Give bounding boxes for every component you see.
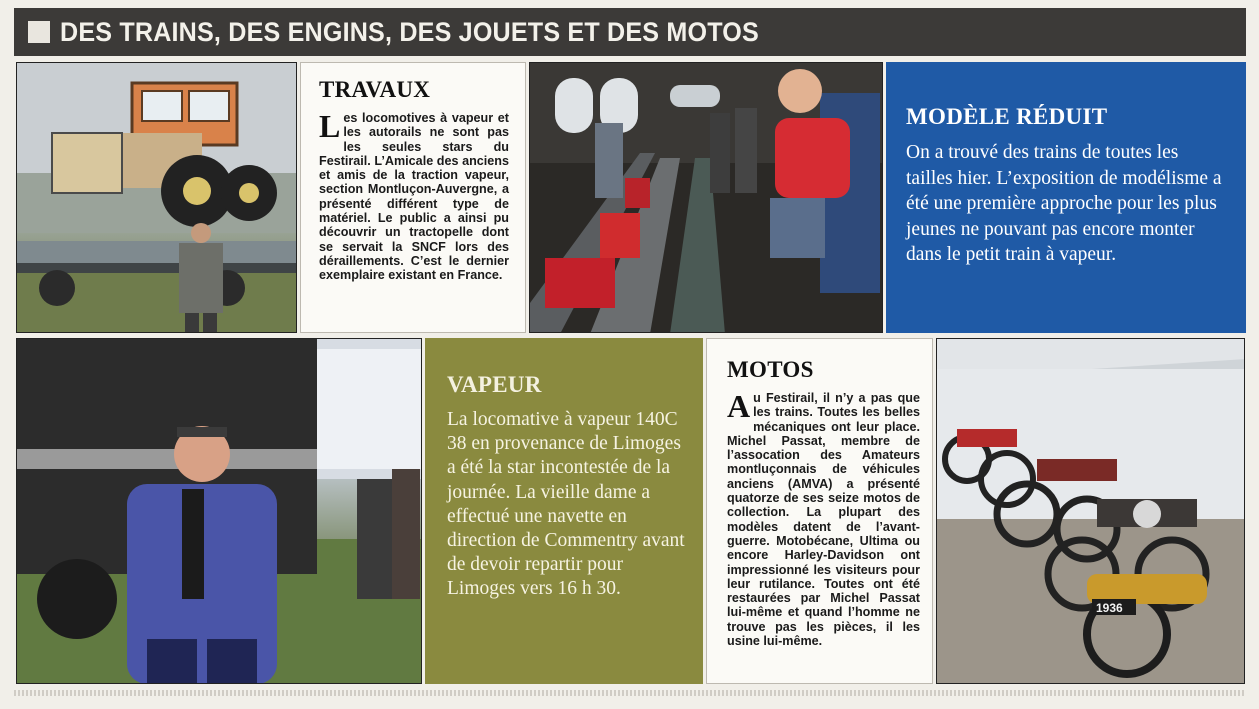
motos-body — [727, 388, 920, 649]
modele-text: On a trouvé des trains de toutes les tailles hier. L’exposition de modélisme a été une première approche pour les plus jeunes ne pouvant pas encore monter dans le petit train à vapeur. — [906, 142, 1222, 265]
bottom-rule — [14, 690, 1246, 696]
article-vapeur — [425, 338, 703, 684]
photo-tractopelle — [16, 62, 297, 333]
travaux-dropcap: L — [319, 108, 341, 144]
article-travaux — [300, 62, 526, 333]
vapeur-text: La locomative à vapeur 140C 38 en provenance de Limoges a été la star incontestée de la journée. La vieille dame a effectué une navette en direction de Commentry avant de devoir repartir pour Limoges vers 16 h 30. — [447, 409, 685, 600]
section-title: DES TRAINS, DES ENGINS, DES JOUETS ET DES MOTOS — [60, 16, 759, 47]
motos-text: u Festirail, il n’y a pas que les trains. Toutes les belles mécaniques ont leur place. Michel Passat, membre de l’assocation des Amateurs montluçonnais de véhicules anciens (AMVA) a présenté quatorze de ses seize motos de collection. La plupart des modèles datent de l’avant-guerre. Motobécane, Ultima ou encore Harley-Davidson ont impressionné les visiteurs pour leur rutilance. Toutes ont été restaurées par Michel Passat lui-même et quand l’homme ne trouve pas les pièces, il les usine lui-même. — [727, 391, 920, 649]
section-header — [14, 8, 1246, 56]
vapeur-kicker: VAPEUR — [447, 372, 542, 397]
motos-kicker: MOTOS — [727, 357, 814, 382]
photo-locomotive-man — [16, 338, 422, 684]
photo-model-trains — [529, 62, 883, 333]
motos-dropcap: A — [727, 388, 751, 424]
travaux-text: es locomotives à vapeur et les autorails ne sont pas les seules stars du Festirail. L’Amicale des anciens et amis de la traction vapeur, section Montluçon-Auvergne, a présenté différent type de matériel. Le public a ainsi pu découvrir un tractopelle dont se servait la SNCF lors des déraillements. C’est le dernier exemplaire existant en France. — [319, 111, 509, 283]
travaux-body — [319, 108, 509, 283]
article-motos — [706, 338, 933, 684]
header-square-icon — [28, 21, 50, 43]
photo-motorcycles — [936, 338, 1245, 684]
travaux-kicker: TRAVAUX — [319, 77, 431, 102]
license-plate: 1936 — [1096, 601, 1123, 615]
article-modele-reduit — [886, 62, 1246, 333]
modele-kicker: MODÈLE RÉDUIT — [906, 104, 1108, 129]
